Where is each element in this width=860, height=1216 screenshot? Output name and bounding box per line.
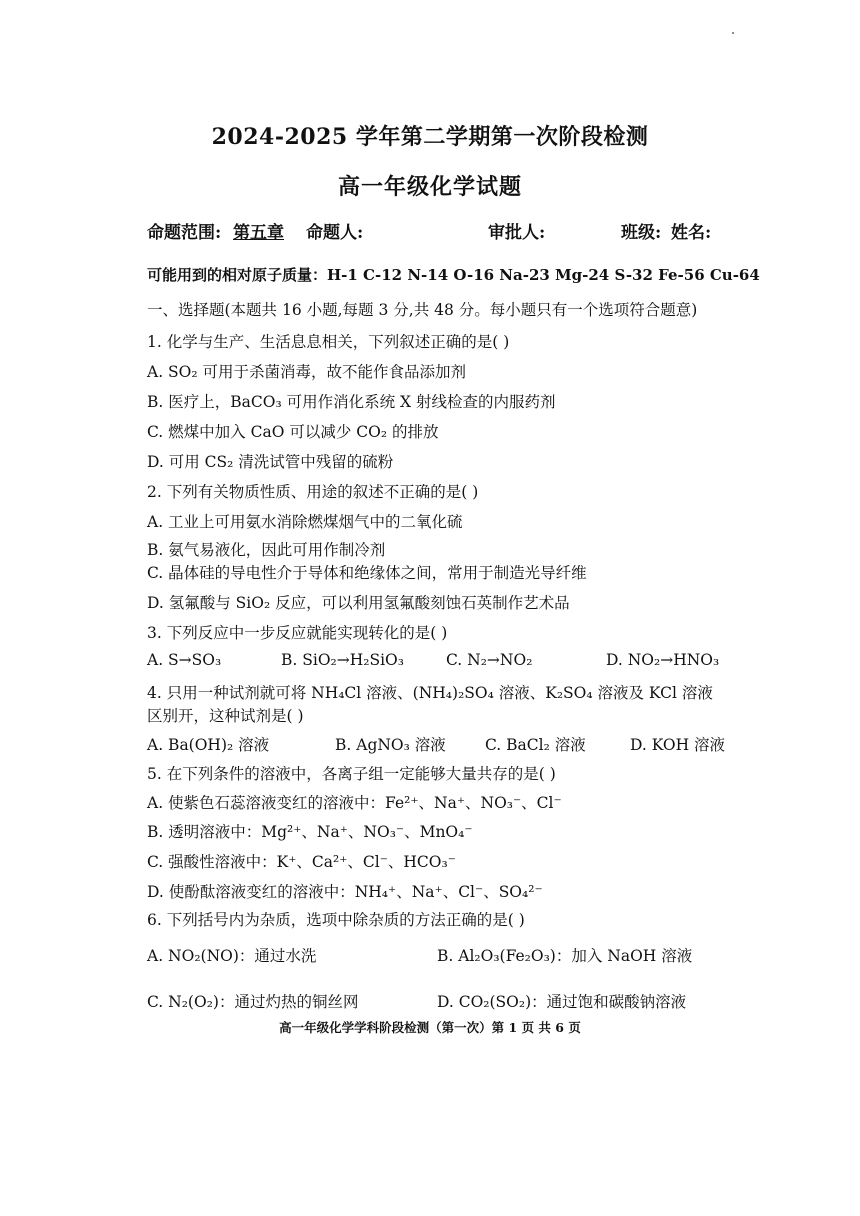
question-1-option-c: C. 燃煤中加入 CaO 可以减少 CO₂ 的排放 xyxy=(147,423,439,441)
page-footer: 高一年级化学学科阶段检测（第一次）第 1 页 共 6 页 xyxy=(279,1020,581,1035)
question-2-option-d: D. 氢氟酸与 SiO₂ 反应，可以利用氢氟酸刻蚀石英制作艺术品 xyxy=(147,594,570,612)
question-2-option-c: C. 晶体硅的导电性介于导体和绝缘体之间，常用于制造光导纤维 xyxy=(147,564,587,582)
exam-subtitle: 高一年级化学试题 xyxy=(337,174,522,200)
name-label: 姓名: xyxy=(671,223,712,243)
scope-label: 命题范围: xyxy=(147,223,222,243)
question-1-stem: 1. 化学与生产、生活息息相关，下列叙述正确的是( ) xyxy=(147,333,510,351)
question-6-option-b: B. Al₂O₃(Fe₂O₃)：加入 NaOH 溶液 xyxy=(437,947,693,965)
atomic-masses: 可能用到的相对原子质量：H-1 C-12 N-14 O-16 Na-23 Mg-24 S-32 Fe-56 Cu-64 xyxy=(147,266,760,284)
question-3-option-c: C. N₂→NO₂ xyxy=(446,651,533,669)
question-4-option-d: D. KOH 溶液 xyxy=(630,736,726,754)
scan-speck xyxy=(732,32,734,34)
question-5-option-d: D. 使酚酞溶液变红的溶液中：NH₄⁺、Na⁺、Cl⁻、SO₄²⁻ xyxy=(147,883,543,901)
question-1-option-b: B. 医疗上，BaCO₃ 可用作消化系统 X 射线检查的内服药剂 xyxy=(147,393,556,411)
question-4-stem: 4. 只用一种试剂就可将 NH₄Cl 溶液、(NH₄)₂SO₄ 溶液、K₂SO₄ 溶液及 KCl 溶液 xyxy=(147,684,713,702)
question-4-option-b: B. AgNO₃ 溶液 xyxy=(335,736,446,754)
question-5-option-c: C. 强酸性溶液中：K⁺、Ca²⁺、Cl⁻、HCO₃⁻ xyxy=(147,853,456,871)
question-2-stem: 2. 下列有关物质性质、用途的叙述不正确的是( ) xyxy=(147,483,479,501)
question-6-option-a: A. NO₂(NO)：通过水洗 xyxy=(147,947,317,965)
exam-title: 2024-2025 学年第二学期第一次阶段检测 xyxy=(211,124,649,150)
scope-value: 第五章 xyxy=(233,223,284,243)
question-3-option-d: D. NO₂→HNO₃ xyxy=(606,651,720,669)
question-5-stem: 5. 在下列条件的溶液中，各离子组一定能够大量共存的是( ) xyxy=(147,765,556,783)
question-4-option-a: A. Ba(OH)₂ 溶液 xyxy=(147,736,270,754)
question-4-option-c: C. BaCl₂ 溶液 xyxy=(485,736,586,754)
question-1-option-d: D. 可用 CS₂ 清洗试管中残留的硫粉 xyxy=(147,453,394,471)
question-5-option-b: B. 透明溶液中：Mg²⁺、Na⁺、NO₃⁻、MnO₄⁻ xyxy=(147,823,473,841)
question-6-stem: 6. 下列括号内为杂质，选项中除杂质的方法正确的是( ) xyxy=(147,911,525,929)
question-6-option-c: C. N₂(O₂)：通过灼热的铜丝网 xyxy=(147,993,359,1011)
question-3-option-b: B. SiO₂→H₂SiO₃ xyxy=(281,651,404,669)
reviewer-label: 审批人: xyxy=(488,223,546,243)
question-2-option-b: B. 氨气易液化，因此可用作制冷剂 xyxy=(147,541,386,559)
question-1-option-a: A. SO₂ 可用于杀菌消毒，故不能作食品添加剂 xyxy=(147,363,467,381)
question-3-stem: 3. 下列反应中一步反应就能实现转化的是( ) xyxy=(147,624,448,642)
question-5-option-a: A. 使紫色石蕊溶液变红的溶液中：Fe²⁺、Na⁺、NO₃⁻、Cl⁻ xyxy=(147,794,562,812)
question-3-option-a: A. S→SO₃ xyxy=(147,651,222,669)
question-4-stem-cont: 区别开，这种试剂是( ) xyxy=(147,707,304,725)
author-label: 命题人: xyxy=(306,223,364,243)
question-2-option-a: A. 工业上可用氨水消除燃煤烟气中的二氧化硫 xyxy=(147,513,463,531)
class-label: 班级: xyxy=(621,223,662,243)
section-heading: 一、选择题(本题共 16 小题,每题 3 分,共 48 分。每小题只有一个选项符合题意) xyxy=(147,301,698,319)
question-6-option-d: D. CO₂(SO₂)：通过饱和碳酸钠溶液 xyxy=(437,993,687,1011)
